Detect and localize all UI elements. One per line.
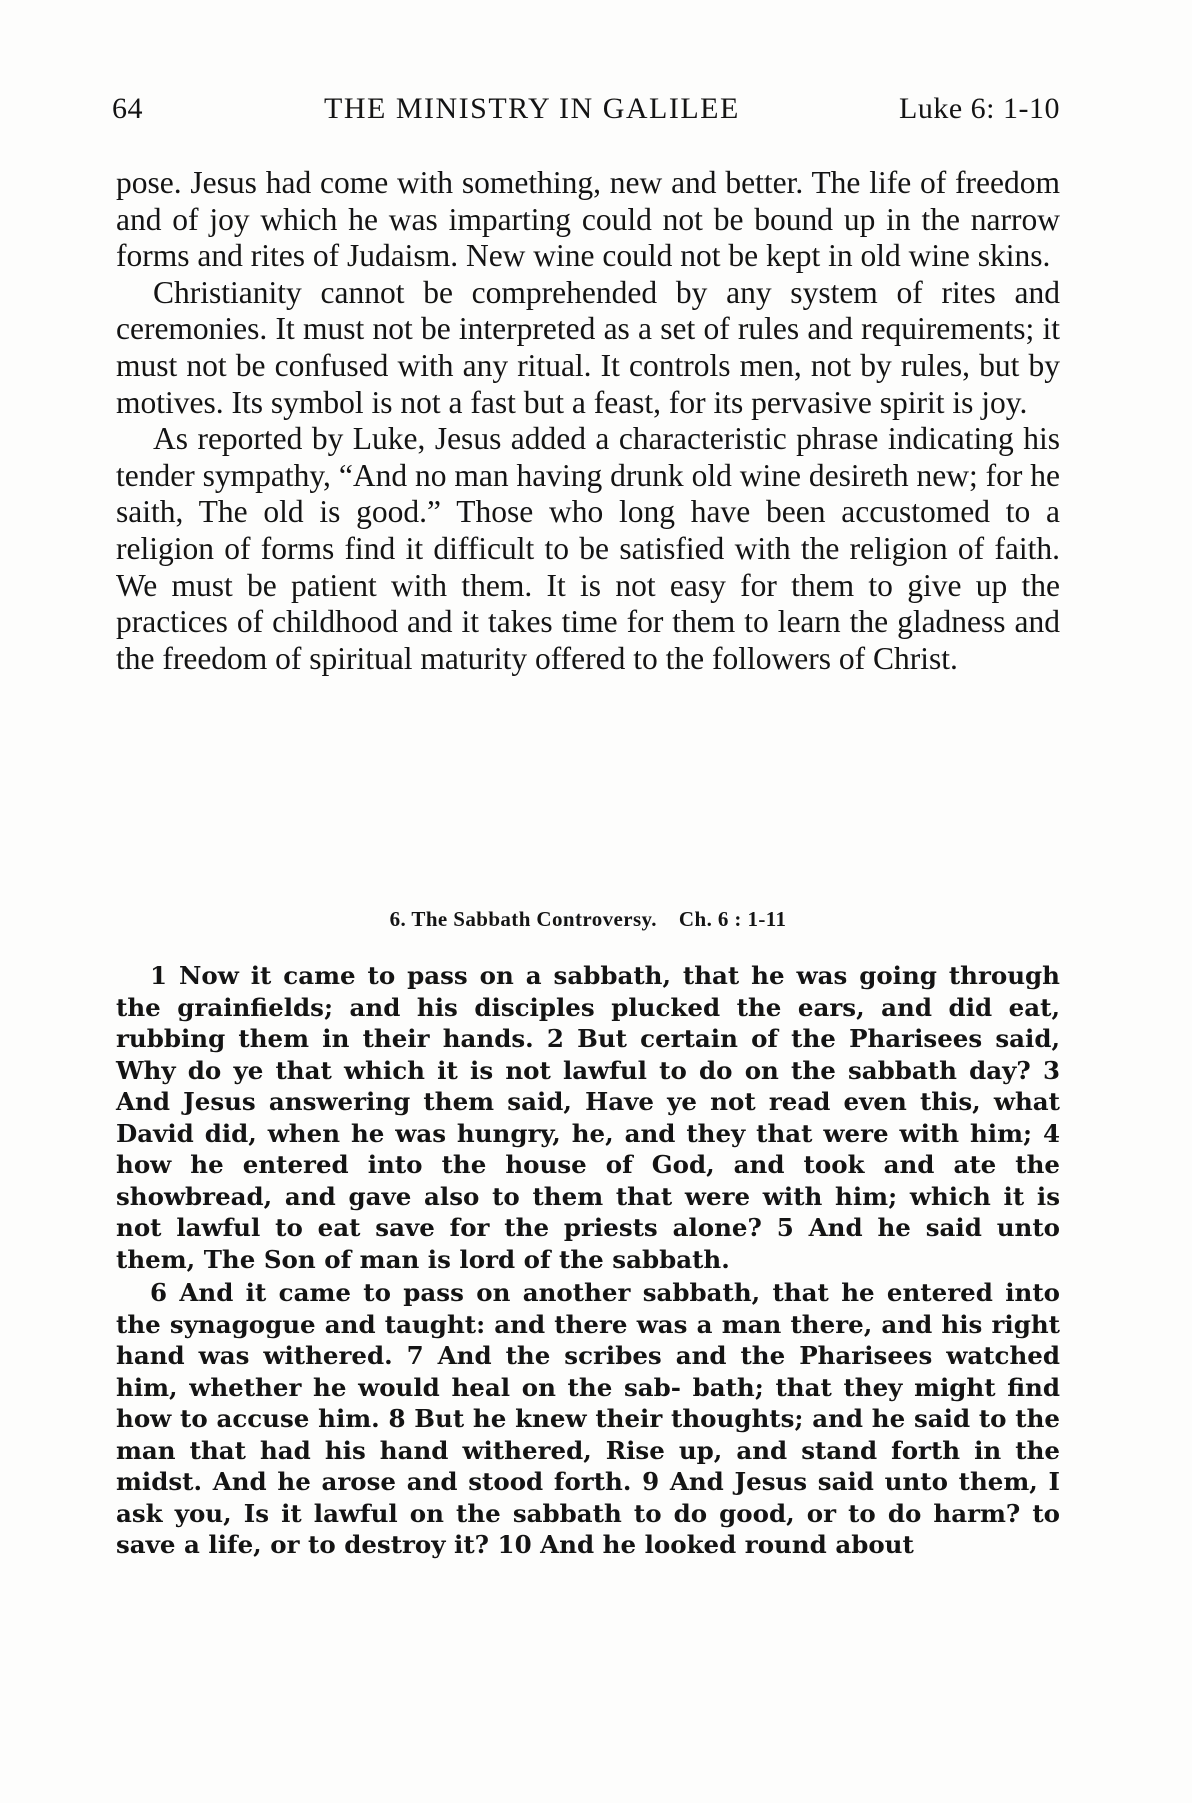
scripture-paragraph: 6 And it came to pass on another sabbath, that he entered into the synagogue and taught: and there was a man there, and his right hand was withered. 7 And the scribes and the Pharisees watched him, whether he would heal on the sab- bath; that they might find how to accuse him. 8 But he knew their thoughts; and he said to the man that had his hand withered, Rise up, and stand forth in the midst. And he arose and stood forth. 9 And Jesus said unto them, I ask you, Is it lawful on the sabbath to do good, or to do harm? to save a life, or to destroy it? 10 And he looked round about xyxy=(116,1278,1060,1559)
section-title: 6. The Sabbath Controversy. xyxy=(389,907,657,931)
page-number: 64 xyxy=(112,92,143,125)
running-header xyxy=(112,92,1060,140)
commentary-paragraph: As reported by Luke, Jesus added a characteristic phrase indicating his tender sympathy, “And no man having drunk old wine desireth new; for he saith, The old is good.” Those who long have been accustomed to a religion of forms find it difficult to be satisfied with the religion of faith. We must be patient with them. It is not easy for them to give up the practices of childhood and it takes time for them to learn the gladness and the freedom of spiritual maturity offered to the followers of Christ. xyxy=(116,421,1060,676)
header-reference: Luke 6: 1-10 xyxy=(899,92,1060,125)
section-reference: Ch. 6 : 1-11 xyxy=(678,907,787,931)
running-title: THE MINISTRY IN GALILEE xyxy=(324,92,740,125)
commentary-text xyxy=(116,165,1060,677)
section-heading xyxy=(116,907,1060,932)
scripture-paragraph: 1 Now it came to pass on a sabbath, that he was going through the grainfields; and his disciples plucked the ears, and did eat, rubbing them in their hands. 2 But certain of the Pharisees said, Why do ye that which it is not lawful to do on the sabbath day? 3 And Jesus answering them said, Have ye not read even this, what David did, when he was hungry, he, and they that were with him; 4 how he entered into the house of God, and took and ate the showbread, and gave also to them that were with him; which it is not lawful to eat save for the priests alone? 5 And he said unto them, The Son of man is lord of the sabbath. xyxy=(116,961,1060,1274)
commentary-paragraph: Christianity cannot be comprehended by any system of rites and ceremonies. It must not be interpreted as a set of rules and requirements; it must not be confused with any ritual. It controls men, not by rules, but by motives. Its symbol is not a fast but a feast, for its pervasive spirit is joy. xyxy=(116,274,1060,420)
commentary-paragraph: pose. Jesus had come with something, new and better. The life of freedom and of joy which he was imparting could not be bound up in the narrow forms and rites of Judaism. New wine could not be kept in old wine skins. xyxy=(116,165,1060,274)
scripture-text xyxy=(116,960,1060,1561)
